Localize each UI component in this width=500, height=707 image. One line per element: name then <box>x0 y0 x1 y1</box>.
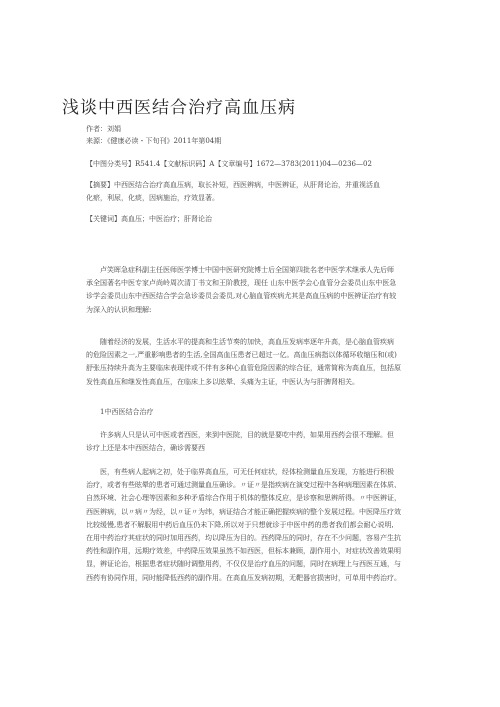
abstract-line: 化瘀，利尿，化痰，因病施治，疗效显著。 <box>86 194 219 203</box>
author-line: 作者：刘娟 <box>86 125 121 133</box>
text-line: 随着经济的发展，生活水平的提高和生活节奏的加快，高血压发病率逐年升高，是心脑血管疾病 <box>100 338 394 346</box>
text-line: 卢笑晖急症科副主任医师医学博士中国中医研究院博士后全国第四批名老中医学术继承人先后师 <box>100 266 394 274</box>
keywords-text: 【关键词】高血压；中医治疗；肝肾论治 <box>86 215 212 223</box>
text-line: 在用中药治疗其症状的同时加用西药，均以降压为目的。西药降压的同时，存在不少问题，容易产生抗 <box>86 534 401 543</box>
text-line: 诊学会委员山东中西医结合学会急诊委员会委员,对心脑血管疾病尤其是高血压病的中医辨证治疗有较 <box>86 292 397 301</box>
paragraph-author-bio <box>86 264 416 317</box>
text-line: 医，有些病人起病之初，处于临界高血压，可无任何症状，经体检测量血压发现，方能进行积极 <box>100 468 394 476</box>
section-heading-text: 1中西医结合治疗 <box>100 408 154 416</box>
abstract-line: 【摘要】中西医结合治疗高血压病，取长补短，西医辨病，中医辨证，从肝肾论治，并重视活血 <box>86 181 380 189</box>
classification-line <box>86 158 416 171</box>
text-line: 发性高血压和继发性高血压，在临床上多以眩晕、头痛为主证，中医认为与肝脾肾相关。 <box>86 377 359 386</box>
text-line: 为深入的认识和理解: <box>86 305 152 314</box>
abstract <box>86 179 416 205</box>
text-line: 治疗，或者有些眩晕的患者可通过测量血压确诊。〃证〃是指疾病在演变过程中各种病理因素在体质、 <box>86 481 401 490</box>
section-heading <box>86 406 416 419</box>
text-line: 西医辨病，以〃病〃为经，以〃证〃为纬，病证结合才能正确把握疾病的整个发展过程。中医降压疗效 <box>86 507 401 516</box>
keywords <box>86 213 416 226</box>
text-line: 自然环境、社会心理等因素和多种矛盾综合作用于机体的整体反应，是诊察和思辨所得。〃中医辨证， <box>86 494 401 503</box>
classification-text: 【中图分类号】R541.4【文献标识码】A【文章编号】1672—3783(2011)04—0236—02 <box>86 160 372 168</box>
text-line: 比较缓慢,患者不解服用中药后血压仍未下降,所以对于只想就诊于中医中药的患者我们都会耐心说明, <box>86 520 394 529</box>
article-title: 浅谈中西医结合治疗高血压病 <box>62 98 296 118</box>
paragraph-combined-1 <box>86 429 416 455</box>
text-line: 诊疗上还是本中西医结合，确诊需要西 <box>86 444 205 453</box>
text-line: 舒张压持续升高为主要临床表现伴或不伴有多种心血管危险因素的综合征，通常简称为高血压，包括原 <box>86 364 401 373</box>
source-line: 来源：《健康必读・下旬刊》2011年第04期 <box>86 137 222 145</box>
text-line: 承全国著名中医专家卢尚岭周次清丁书文和王阶教授，现任 山东中医学会心血管分会委员山东中医急 <box>86 279 397 288</box>
paragraph-intro <box>86 336 416 389</box>
text-line: 显，辨证论治，根据患者症状随时调整用药，不仅仅是治疗血压的问题，同时在病理上与西医互通，与 <box>86 560 401 569</box>
text-line: 西药有协同作用，同时能降低西药的副作用。在高血压发病初期，无靶器官损害时，可单用中药治疗。 <box>86 573 401 582</box>
text-line: 的危险因素之一,严重影响患者的生活,全国高血压患者已超过一亿。高血压病指以体循环收缩压和(或) <box>86 351 397 360</box>
text-line: 药性和副作用，远期疗效差，中药降压效果虽然不如西医，但标本兼顾，副作用小，对症状改善效果明 <box>86 547 401 556</box>
paragraph-combined-2 <box>86 466 416 585</box>
text-line: 许多病人只是认可中医或者西医，来到中医院，目的就是要吃中药，如果用西药会很不理解。但 <box>100 431 394 439</box>
